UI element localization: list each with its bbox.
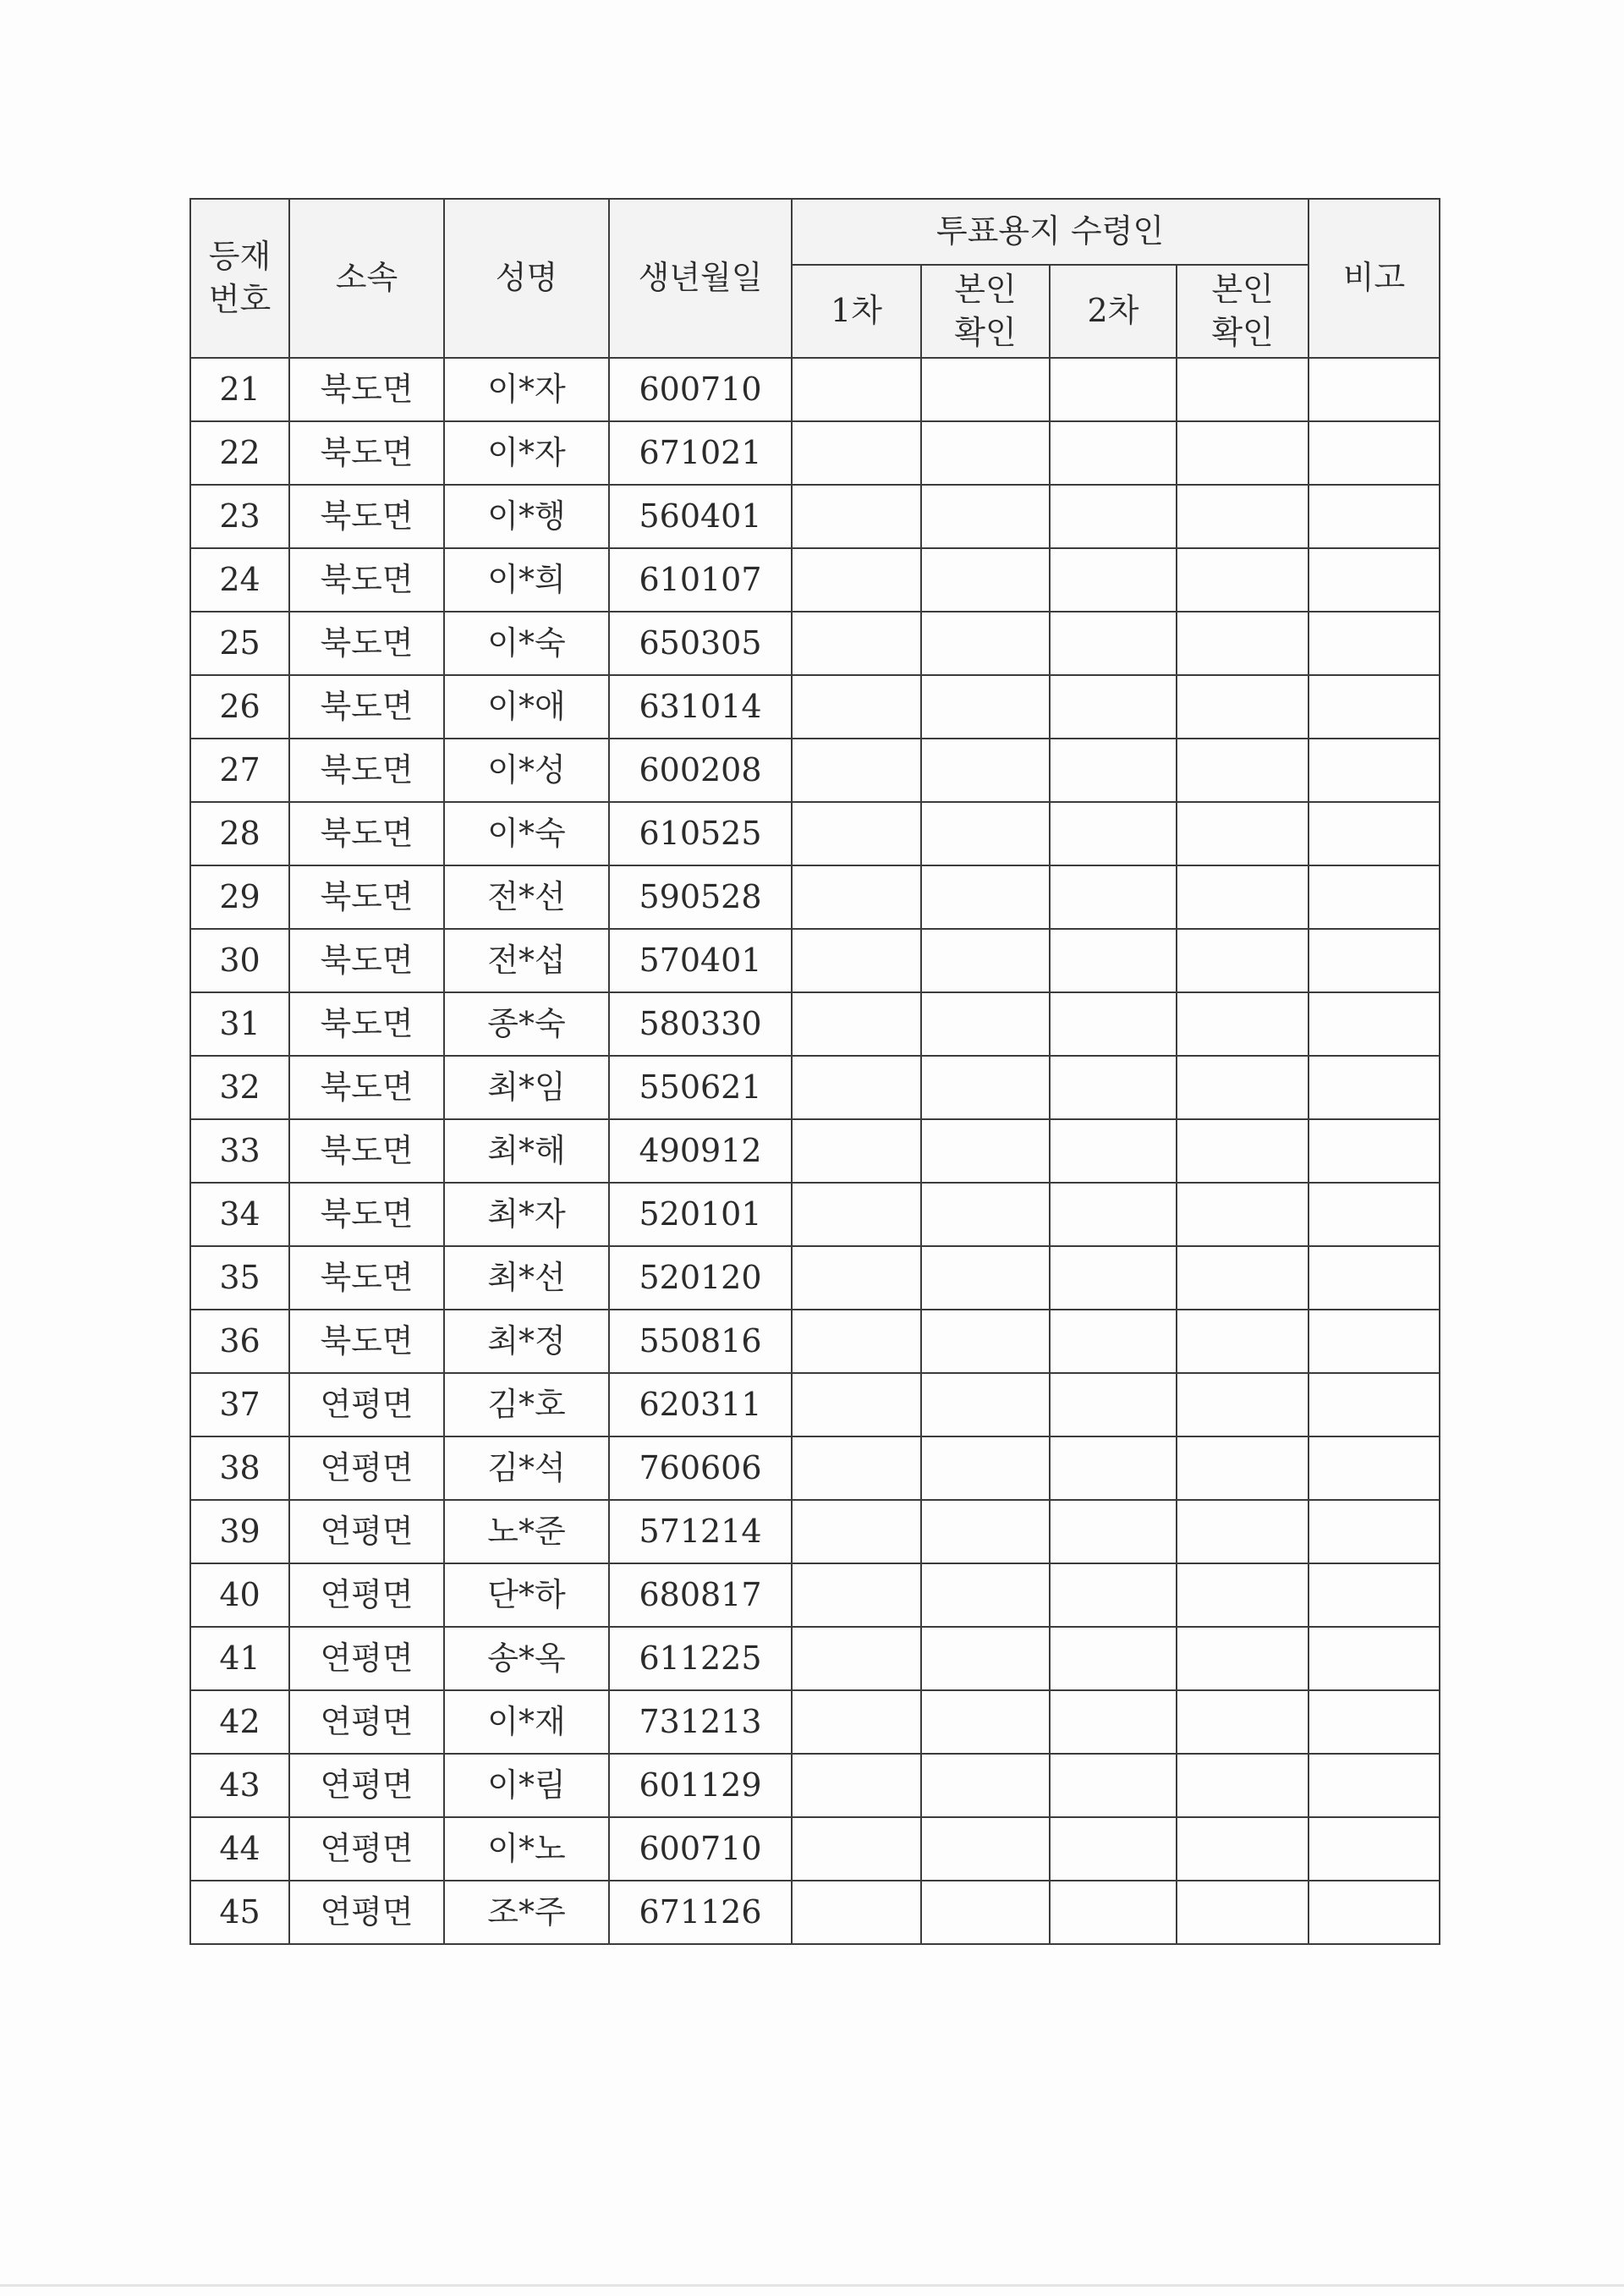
cell-self-check-1 bbox=[921, 1246, 1050, 1310]
cell-first bbox=[792, 675, 921, 739]
cell-self-check-2 bbox=[1177, 675, 1309, 739]
cell-name: 최*해 bbox=[444, 1119, 609, 1183]
cell-first bbox=[792, 1627, 921, 1690]
cell-first bbox=[792, 1690, 921, 1754]
cell-name: 이*희 bbox=[444, 548, 609, 612]
cell-remarks bbox=[1309, 1881, 1440, 1944]
cell-remarks bbox=[1309, 992, 1440, 1056]
cell-self-check-1 bbox=[921, 675, 1050, 739]
cell-remarks bbox=[1309, 865, 1440, 929]
cell-birthdate: 520101 bbox=[609, 1183, 792, 1246]
cell-reg-no: 45 bbox=[190, 1881, 289, 1944]
cell-self-check-1 bbox=[921, 1436, 1050, 1500]
cell-affiliation: 북도면 bbox=[289, 1056, 444, 1119]
cell-remarks bbox=[1309, 612, 1440, 675]
cell-name: 이*자 bbox=[444, 421, 609, 485]
cell-self-check-1 bbox=[921, 548, 1050, 612]
cell-second bbox=[1050, 1690, 1177, 1754]
cell-second bbox=[1050, 1183, 1177, 1246]
cell-first bbox=[792, 1563, 921, 1627]
cell-affiliation: 북도면 bbox=[289, 802, 444, 865]
cell-name: 이*애 bbox=[444, 675, 609, 739]
header-reg-no: 등재 번호 bbox=[190, 199, 289, 358]
table-row bbox=[190, 1690, 1440, 1754]
page-edge-line bbox=[0, 2284, 1624, 2287]
cell-remarks bbox=[1309, 1310, 1440, 1373]
table-row bbox=[190, 739, 1440, 802]
cell-first bbox=[792, 1183, 921, 1246]
table-row bbox=[190, 1119, 1440, 1183]
cell-name: 이*행 bbox=[444, 485, 609, 548]
cell-reg-no: 22 bbox=[190, 421, 289, 485]
cell-name: 최*자 bbox=[444, 1183, 609, 1246]
table-row bbox=[190, 1310, 1440, 1373]
cell-second bbox=[1050, 1436, 1177, 1500]
cell-affiliation: 북도면 bbox=[289, 1310, 444, 1373]
cell-remarks bbox=[1309, 421, 1440, 485]
cell-self-check-1 bbox=[921, 612, 1050, 675]
cell-second bbox=[1050, 548, 1177, 612]
header-ballot-receiver: 투표용지 수령인 bbox=[792, 199, 1309, 265]
cell-reg-no: 43 bbox=[190, 1754, 289, 1817]
cell-birthdate: 570401 bbox=[609, 929, 792, 992]
cell-birthdate: 601129 bbox=[609, 1754, 792, 1817]
cell-affiliation: 북도면 bbox=[289, 1119, 444, 1183]
cell-self-check-2 bbox=[1177, 1817, 1309, 1881]
cell-reg-no: 39 bbox=[190, 1500, 289, 1563]
cell-self-check-2 bbox=[1177, 929, 1309, 992]
cell-name: 최*정 bbox=[444, 1310, 609, 1373]
cell-birthdate: 600710 bbox=[609, 1817, 792, 1881]
cell-birthdate: 490912 bbox=[609, 1119, 792, 1183]
cell-self-check-1 bbox=[921, 1056, 1050, 1119]
cell-affiliation: 연평면 bbox=[289, 1436, 444, 1500]
cell-remarks bbox=[1309, 548, 1440, 612]
cell-second bbox=[1050, 1754, 1177, 1817]
cell-remarks bbox=[1309, 1119, 1440, 1183]
cell-self-check-1 bbox=[921, 1373, 1050, 1436]
cell-self-check-2 bbox=[1177, 1563, 1309, 1627]
cell-reg-no: 31 bbox=[190, 992, 289, 1056]
cell-self-check-2 bbox=[1177, 802, 1309, 865]
cell-self-check-1 bbox=[921, 929, 1050, 992]
header-birthdate: 생년월일 bbox=[609, 199, 792, 358]
cell-name: 김*석 bbox=[444, 1436, 609, 1500]
cell-self-check-2 bbox=[1177, 1436, 1309, 1500]
cell-first bbox=[792, 1056, 921, 1119]
cell-birthdate: 671126 bbox=[609, 1881, 792, 1944]
cell-second bbox=[1050, 992, 1177, 1056]
cell-birthdate: 550816 bbox=[609, 1310, 792, 1373]
cell-remarks bbox=[1309, 802, 1440, 865]
cell-self-check-2 bbox=[1177, 1500, 1309, 1563]
table-row bbox=[190, 485, 1440, 548]
cell-remarks bbox=[1309, 1563, 1440, 1627]
cell-affiliation: 북도면 bbox=[289, 675, 444, 739]
cell-name: 전*선 bbox=[444, 865, 609, 929]
cell-self-check-1 bbox=[921, 1500, 1050, 1563]
cell-self-check-2 bbox=[1177, 612, 1309, 675]
cell-self-check-1 bbox=[921, 1119, 1050, 1183]
cell-remarks bbox=[1309, 675, 1440, 739]
cell-name: 이*숙 bbox=[444, 612, 609, 675]
table-row bbox=[190, 1881, 1440, 1944]
cell-name: 이*숙 bbox=[444, 802, 609, 865]
cell-reg-no: 30 bbox=[190, 929, 289, 992]
cell-first bbox=[792, 1310, 921, 1373]
table-row bbox=[190, 865, 1440, 929]
cell-self-check-2 bbox=[1177, 485, 1309, 548]
header-remarks: 비고 bbox=[1309, 199, 1440, 358]
cell-remarks bbox=[1309, 1246, 1440, 1310]
cell-reg-no: 25 bbox=[190, 612, 289, 675]
cell-second bbox=[1050, 1563, 1177, 1627]
cell-birthdate: 671021 bbox=[609, 421, 792, 485]
cell-remarks bbox=[1309, 929, 1440, 992]
table-row bbox=[190, 1183, 1440, 1246]
cell-affiliation: 연평면 bbox=[289, 1627, 444, 1690]
table-row bbox=[190, 1373, 1440, 1436]
cell-reg-no: 23 bbox=[190, 485, 289, 548]
cell-second bbox=[1050, 1056, 1177, 1119]
table-row bbox=[190, 1246, 1440, 1310]
cell-birthdate: 550621 bbox=[609, 1056, 792, 1119]
table-row bbox=[190, 1754, 1440, 1817]
cell-self-check-2 bbox=[1177, 1056, 1309, 1119]
cell-second bbox=[1050, 1500, 1177, 1563]
cell-birthdate: 760606 bbox=[609, 1436, 792, 1500]
cell-birthdate: 620311 bbox=[609, 1373, 792, 1436]
cell-self-check-1 bbox=[921, 865, 1050, 929]
cell-birthdate: 520120 bbox=[609, 1246, 792, 1310]
cell-name: 이*성 bbox=[444, 739, 609, 802]
cell-affiliation: 북도면 bbox=[289, 548, 444, 612]
table-row bbox=[190, 929, 1440, 992]
cell-name: 이*자 bbox=[444, 358, 609, 421]
cell-reg-no: 37 bbox=[190, 1373, 289, 1436]
cell-first bbox=[792, 865, 921, 929]
cell-reg-no: 44 bbox=[190, 1817, 289, 1881]
table-row bbox=[190, 612, 1440, 675]
cell-self-check-2 bbox=[1177, 865, 1309, 929]
cell-second bbox=[1050, 739, 1177, 802]
cell-affiliation: 연평면 bbox=[289, 1690, 444, 1754]
cell-second bbox=[1050, 1119, 1177, 1183]
cell-name: 전*섭 bbox=[444, 929, 609, 992]
cell-self-check-1 bbox=[921, 1690, 1050, 1754]
cell-second bbox=[1050, 802, 1177, 865]
cell-birthdate: 600710 bbox=[609, 358, 792, 421]
cell-birthdate: 590528 bbox=[609, 865, 792, 929]
cell-reg-no: 24 bbox=[190, 548, 289, 612]
cell-name: 이*노 bbox=[444, 1817, 609, 1881]
cell-first bbox=[792, 1500, 921, 1563]
cell-remarks bbox=[1309, 1056, 1440, 1119]
cell-second bbox=[1050, 929, 1177, 992]
cell-first bbox=[792, 739, 921, 802]
cell-name: 이*림 bbox=[444, 1754, 609, 1817]
cell-affiliation: 북도면 bbox=[289, 865, 444, 929]
cell-reg-no: 29 bbox=[190, 865, 289, 929]
cell-affiliation: 연평면 bbox=[289, 1817, 444, 1881]
cell-self-check-1 bbox=[921, 1754, 1050, 1817]
table-row bbox=[190, 1500, 1440, 1563]
cell-birthdate: 571214 bbox=[609, 1500, 792, 1563]
cell-self-check-2 bbox=[1177, 1246, 1309, 1310]
cell-remarks bbox=[1309, 1754, 1440, 1817]
cell-self-check-2 bbox=[1177, 358, 1309, 421]
cell-reg-no: 28 bbox=[190, 802, 289, 865]
cell-self-check-1 bbox=[921, 358, 1050, 421]
cell-remarks bbox=[1309, 1500, 1440, 1563]
cell-remarks bbox=[1309, 1627, 1440, 1690]
cell-affiliation: 북도면 bbox=[289, 421, 444, 485]
table-row bbox=[190, 1563, 1440, 1627]
cell-second bbox=[1050, 485, 1177, 548]
cell-reg-no: 32 bbox=[190, 1056, 289, 1119]
cell-self-check-2 bbox=[1177, 1881, 1309, 1944]
header-self-check-1: 본인 확인 bbox=[921, 265, 1050, 358]
cell-name: 이*재 bbox=[444, 1690, 609, 1754]
cell-affiliation: 북도면 bbox=[289, 929, 444, 992]
cell-second bbox=[1050, 675, 1177, 739]
table-row bbox=[190, 802, 1440, 865]
cell-second bbox=[1050, 1627, 1177, 1690]
header-name: 성명 bbox=[444, 199, 609, 358]
cell-first bbox=[792, 929, 921, 992]
cell-first bbox=[792, 485, 921, 548]
cell-first bbox=[792, 1246, 921, 1310]
cell-first bbox=[792, 612, 921, 675]
cell-remarks bbox=[1309, 1183, 1440, 1246]
cell-second bbox=[1050, 1817, 1177, 1881]
cell-affiliation: 북도면 bbox=[289, 1183, 444, 1246]
table-row bbox=[190, 992, 1440, 1056]
cell-birthdate: 731213 bbox=[609, 1690, 792, 1754]
cell-first bbox=[792, 1754, 921, 1817]
cell-affiliation: 연평면 bbox=[289, 1881, 444, 1944]
cell-second bbox=[1050, 1246, 1177, 1310]
cell-self-check-2 bbox=[1177, 1754, 1309, 1817]
cell-first bbox=[792, 1436, 921, 1500]
ballot-receipt-table bbox=[189, 198, 1440, 1945]
cell-first bbox=[792, 1881, 921, 1944]
cell-self-check-1 bbox=[921, 1310, 1050, 1373]
table-header bbox=[190, 199, 1440, 358]
cell-affiliation: 연평면 bbox=[289, 1373, 444, 1436]
cell-birthdate: 680817 bbox=[609, 1563, 792, 1627]
cell-birthdate: 650305 bbox=[609, 612, 792, 675]
cell-first bbox=[792, 358, 921, 421]
cell-self-check-1 bbox=[921, 1563, 1050, 1627]
cell-self-check-2 bbox=[1177, 421, 1309, 485]
cell-reg-no: 42 bbox=[190, 1690, 289, 1754]
cell-remarks bbox=[1309, 485, 1440, 548]
cell-self-check-1 bbox=[921, 739, 1050, 802]
cell-birthdate: 610525 bbox=[609, 802, 792, 865]
cell-self-check-2 bbox=[1177, 1119, 1309, 1183]
cell-reg-no: 35 bbox=[190, 1246, 289, 1310]
cell-self-check-1 bbox=[921, 802, 1050, 865]
cell-self-check-2 bbox=[1177, 1183, 1309, 1246]
cell-first bbox=[792, 1817, 921, 1881]
cell-affiliation: 북도면 bbox=[289, 485, 444, 548]
table-row bbox=[190, 1056, 1440, 1119]
header-affiliation: 소속 bbox=[289, 199, 444, 358]
table-row bbox=[190, 358, 1440, 421]
cell-remarks bbox=[1309, 1817, 1440, 1881]
cell-self-check-2 bbox=[1177, 1690, 1309, 1754]
cell-birthdate: 600208 bbox=[609, 739, 792, 802]
cell-affiliation: 북도면 bbox=[289, 739, 444, 802]
cell-affiliation: 북도면 bbox=[289, 358, 444, 421]
cell-birthdate: 560401 bbox=[609, 485, 792, 548]
cell-first bbox=[792, 1373, 921, 1436]
cell-remarks bbox=[1309, 739, 1440, 802]
cell-first bbox=[792, 802, 921, 865]
cell-self-check-2 bbox=[1177, 1627, 1309, 1690]
table-row bbox=[190, 421, 1440, 485]
table-row bbox=[190, 1817, 1440, 1881]
cell-reg-no: 41 bbox=[190, 1627, 289, 1690]
cell-reg-no: 26 bbox=[190, 675, 289, 739]
cell-first bbox=[792, 548, 921, 612]
cell-second bbox=[1050, 1310, 1177, 1373]
cell-affiliation: 북도면 bbox=[289, 1246, 444, 1310]
cell-birthdate: 611225 bbox=[609, 1627, 792, 1690]
cell-self-check-2 bbox=[1177, 548, 1309, 612]
cell-remarks bbox=[1309, 1373, 1440, 1436]
header-first: 1차 bbox=[792, 265, 921, 358]
cell-first bbox=[792, 992, 921, 1056]
cell-affiliation: 북도면 bbox=[289, 612, 444, 675]
cell-reg-no: 38 bbox=[190, 1436, 289, 1500]
cell-affiliation: 연평면 bbox=[289, 1754, 444, 1817]
cell-affiliation: 연평면 bbox=[289, 1563, 444, 1627]
table-row bbox=[190, 675, 1440, 739]
cell-birthdate: 580330 bbox=[609, 992, 792, 1056]
cell-self-check-1 bbox=[921, 421, 1050, 485]
table-body bbox=[190, 358, 1440, 1944]
cell-self-check-1 bbox=[921, 1817, 1050, 1881]
cell-birthdate: 610107 bbox=[609, 548, 792, 612]
cell-first bbox=[792, 1119, 921, 1183]
cell-self-check-2 bbox=[1177, 1310, 1309, 1373]
cell-name: 종*숙 bbox=[444, 992, 609, 1056]
cell-self-check-2 bbox=[1177, 1373, 1309, 1436]
cell-name: 단*하 bbox=[444, 1563, 609, 1627]
cell-self-check-1 bbox=[921, 1183, 1050, 1246]
cell-self-check-1 bbox=[921, 1627, 1050, 1690]
cell-self-check-1 bbox=[921, 1881, 1050, 1944]
table-row bbox=[190, 548, 1440, 612]
cell-remarks bbox=[1309, 1690, 1440, 1754]
cell-name: 노*준 bbox=[444, 1500, 609, 1563]
cell-reg-no: 27 bbox=[190, 739, 289, 802]
cell-name: 김*호 bbox=[444, 1373, 609, 1436]
table-row bbox=[190, 1627, 1440, 1690]
cell-reg-no: 21 bbox=[190, 358, 289, 421]
cell-reg-no: 36 bbox=[190, 1310, 289, 1373]
cell-birthdate: 631014 bbox=[609, 675, 792, 739]
cell-remarks bbox=[1309, 358, 1440, 421]
cell-self-check-2 bbox=[1177, 739, 1309, 802]
header-self-check-2: 본인 확인 bbox=[1177, 265, 1309, 358]
cell-reg-no: 33 bbox=[190, 1119, 289, 1183]
cell-second bbox=[1050, 421, 1177, 485]
cell-name: 조*주 bbox=[444, 1881, 609, 1944]
cell-self-check-1 bbox=[921, 485, 1050, 548]
cell-second bbox=[1050, 358, 1177, 421]
cell-name: 송*옥 bbox=[444, 1627, 609, 1690]
cell-name: 최*선 bbox=[444, 1246, 609, 1310]
cell-second bbox=[1050, 1373, 1177, 1436]
cell-affiliation: 연평면 bbox=[289, 1500, 444, 1563]
header-second: 2차 bbox=[1050, 265, 1177, 358]
cell-second bbox=[1050, 1881, 1177, 1944]
cell-reg-no: 34 bbox=[190, 1183, 289, 1246]
cell-affiliation: 북도면 bbox=[289, 992, 444, 1056]
cell-second bbox=[1050, 865, 1177, 929]
cell-self-check-1 bbox=[921, 992, 1050, 1056]
table-row bbox=[190, 1436, 1440, 1500]
cell-reg-no: 40 bbox=[190, 1563, 289, 1627]
cell-remarks bbox=[1309, 1436, 1440, 1500]
cell-name: 최*임 bbox=[444, 1056, 609, 1119]
cell-self-check-2 bbox=[1177, 992, 1309, 1056]
cell-second bbox=[1050, 612, 1177, 675]
cell-first bbox=[792, 421, 921, 485]
